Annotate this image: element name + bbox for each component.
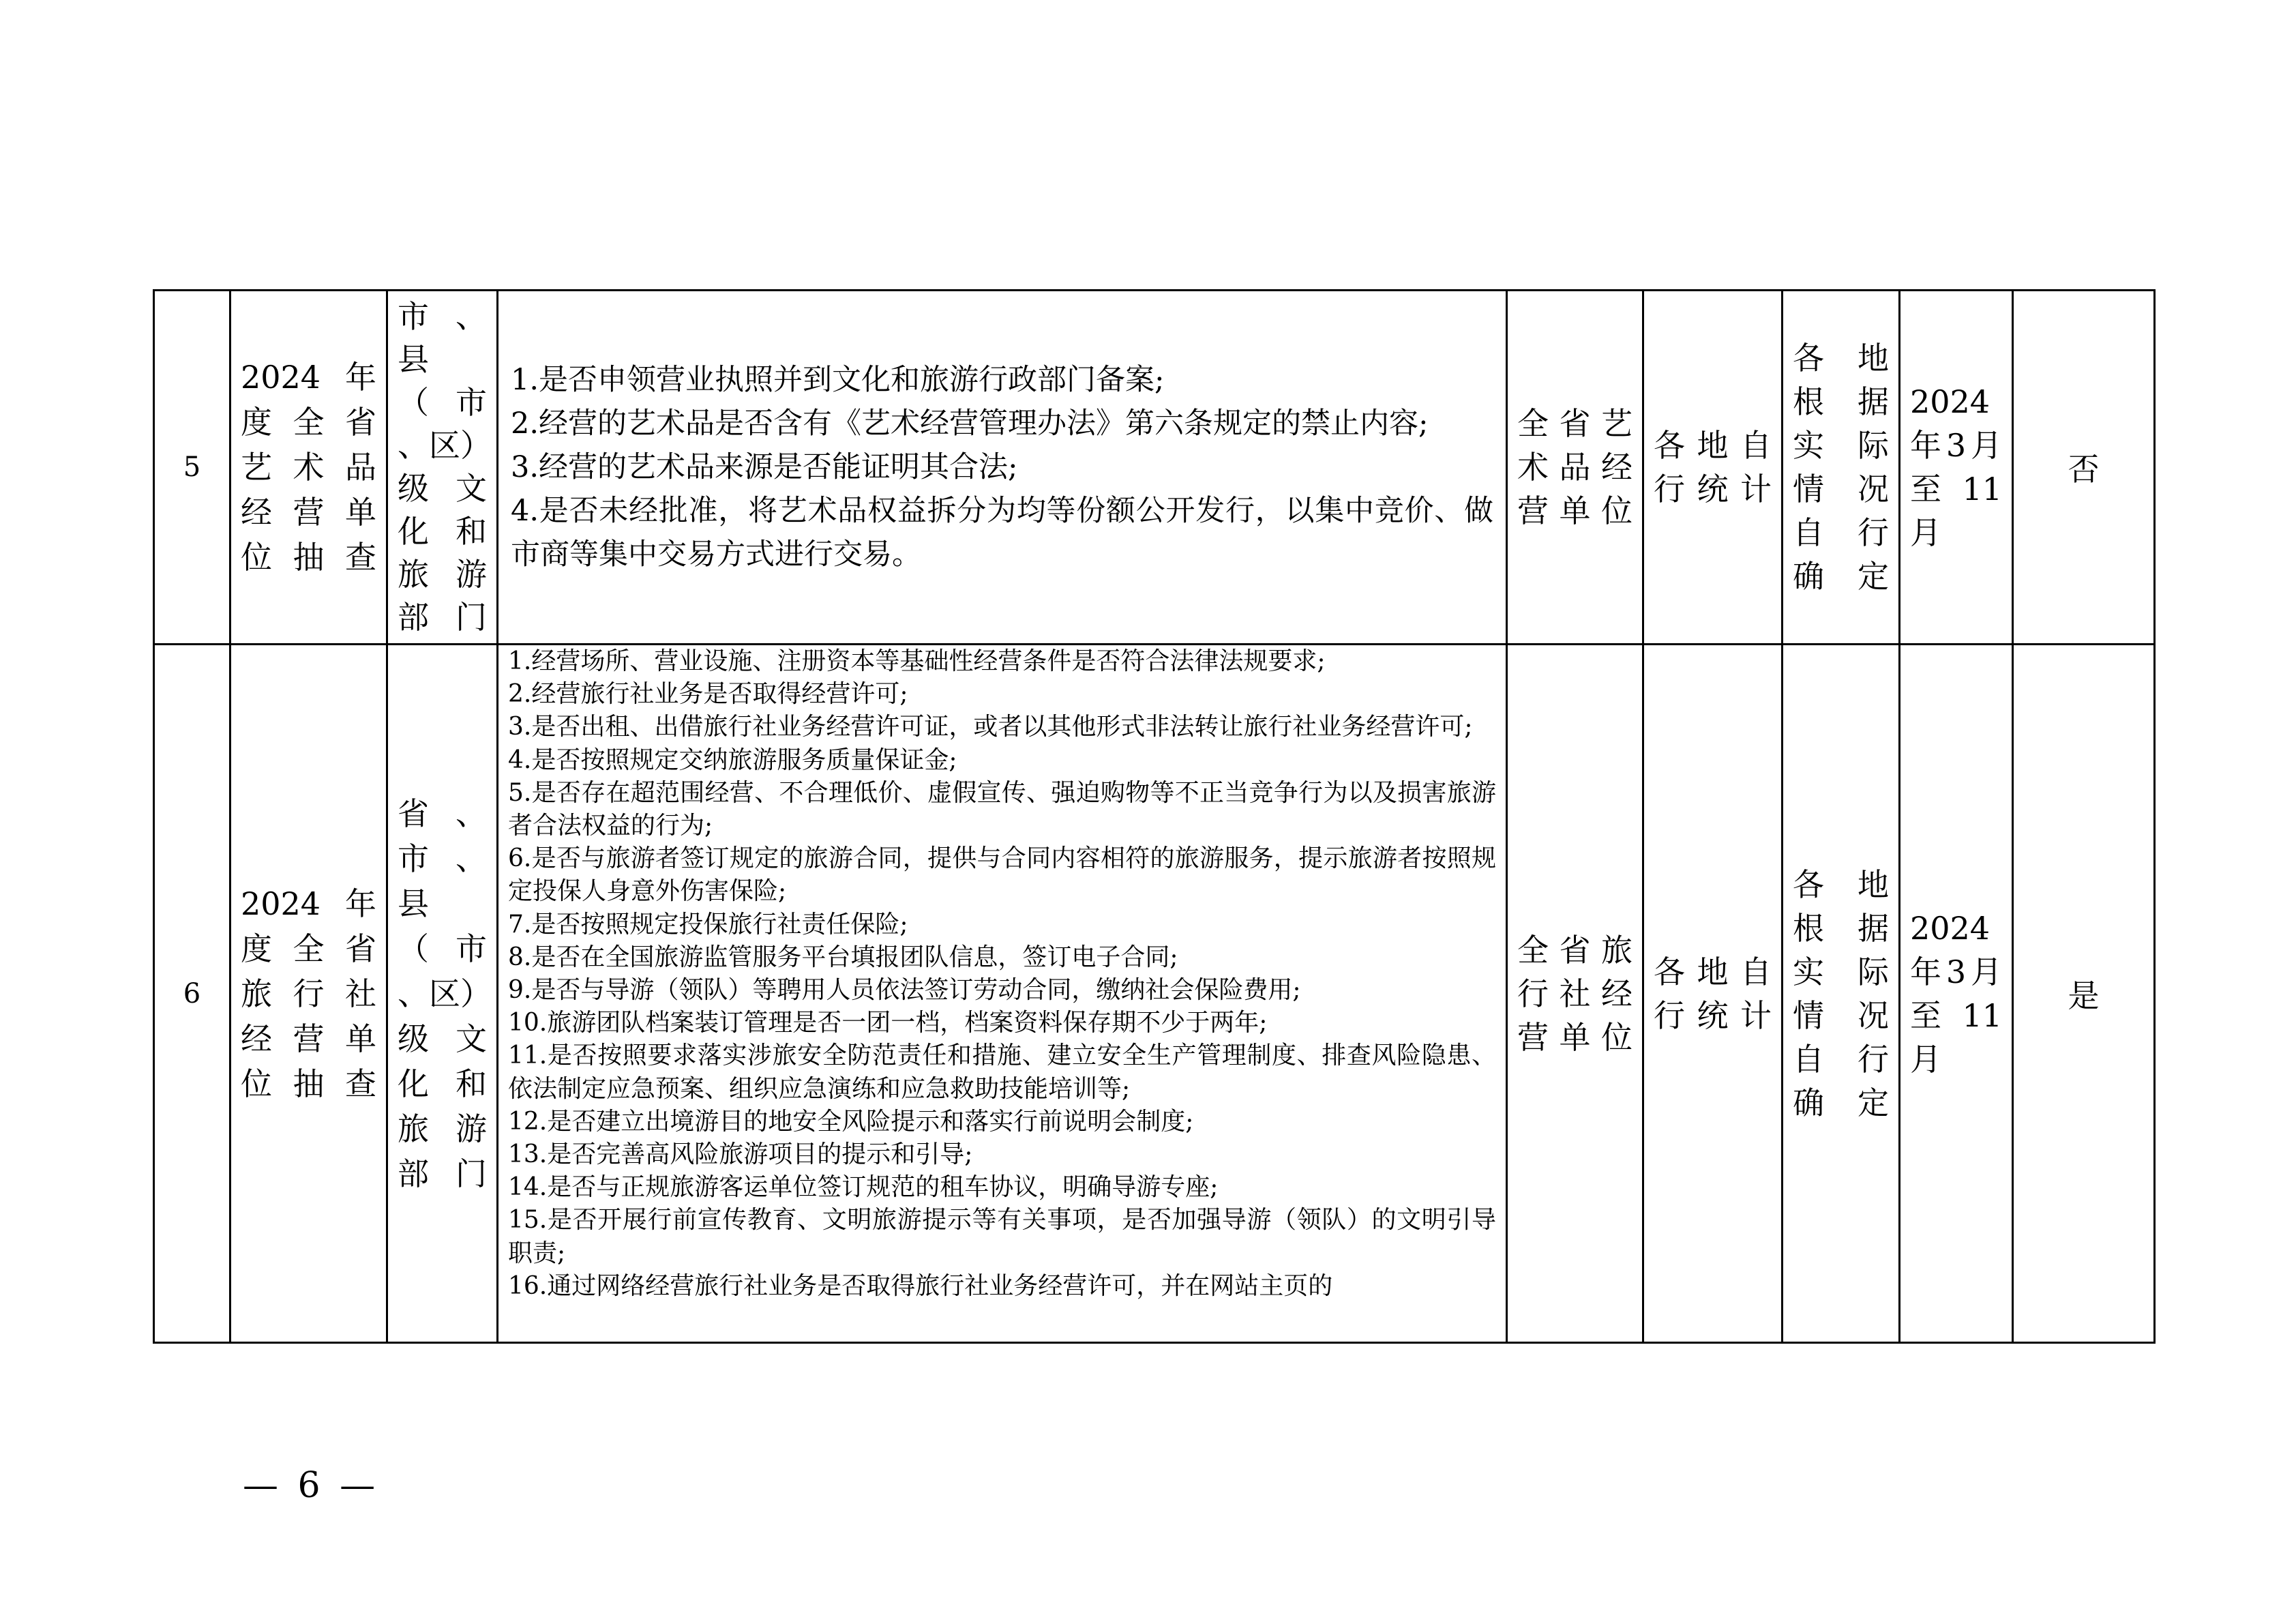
cell-line: 度全省 — [241, 930, 376, 967]
cell-line: 艺术品 — [241, 449, 376, 486]
cell-line: 市 、 — [398, 840, 487, 877]
cell-line: 实 际 — [1793, 427, 1889, 464]
check-items-cell — [498, 291, 1507, 645]
cell-line: 3.是否出租、出借旅行社业务经营许可证，或者以其他形式非法转让旅行社业务经营许可; — [508, 713, 1473, 741]
department-cell — [387, 645, 498, 1343]
cell-line: 度全省 — [241, 404, 376, 441]
cell-line: 11.是否按照要求落实涉旅安全防范责任和措施、建立安全生产管理制度、排查风险隐患、依法制定应急预案、组织应急演练和应急救助技能培训等; — [508, 1042, 1496, 1103]
cell-line: 全省艺 — [1517, 405, 1632, 442]
cell-line: 12.是否建立出境游目的地安全风险提示和落实行前说明会制度; — [508, 1107, 1194, 1136]
time-cell — [1900, 291, 2013, 645]
cell-line: 部门 — [398, 599, 487, 636]
cell-line: 经营单 — [241, 494, 376, 531]
cell-line: 级 文 — [398, 1020, 487, 1057]
table-row — [154, 291, 2155, 645]
page-number: — 6 — — [243, 1465, 380, 1506]
cell-line: 级 文 — [398, 470, 487, 507]
cell-line: 经营单 — [241, 1020, 376, 1057]
method-cell — [1783, 291, 1900, 645]
inspection-object-cell — [1507, 291, 1643, 645]
cell-line: 根 据 — [1793, 383, 1889, 420]
cell-line: 2.经营旅行社业务是否取得经营许可; — [508, 680, 908, 709]
time-cell — [1900, 645, 2013, 1343]
task-name-cell — [230, 291, 387, 645]
cell-line: 、区） — [398, 427, 492, 464]
cell-line: 化 和 — [398, 1065, 487, 1102]
cell-line: 月 — [1910, 1040, 1941, 1078]
cell-line: 月 — [1910, 514, 1941, 551]
inspection-object-cell — [1507, 645, 1643, 1343]
yes-no-cell: 是 — [2013, 645, 2155, 1343]
cell-line: 自 行 — [1793, 1040, 1889, 1078]
cell-line: 1.是否申领营业执照并到文化和旅游行政部门备案; — [511, 363, 1165, 397]
cell-line: 各地自 — [1654, 427, 1772, 464]
cell-line: 5.是否存在超范围经营、不合理低价、虚假宣传、强迫购物等不正当竞争行为以及损害旅游者合法权益的行为; — [508, 778, 1496, 840]
cell-line: 行统计 — [1654, 996, 1772, 1034]
cell-line: 旅行社 — [241, 975, 376, 1012]
cell-line: 化 和 — [398, 513, 487, 550]
cell-line: 至 11 — [1910, 996, 2002, 1034]
cell-line: 各 地 — [1793, 340, 1889, 377]
cell-line: 确定 — [1793, 1084, 1889, 1121]
method-cell — [1783, 645, 1900, 1343]
table-row — [154, 645, 2155, 1343]
cell-line: 部门 — [398, 1155, 487, 1192]
cell-line: 10.旅游团队档案装订管理是否一团一档，档案资料保存期不少于两年; — [508, 1009, 1268, 1037]
cell-line: 实 际 — [1793, 953, 1889, 990]
cell-line: （ 市 — [398, 384, 487, 421]
cell-line: 至 11 — [1910, 471, 2002, 507]
cell-line: 各 地 — [1793, 866, 1889, 903]
cell-line: 情 况 — [1793, 471, 1889, 507]
cell-line: 2.经营的艺术品是否含有《艺术经营管理办法》第六条规定的禁止内容; — [511, 407, 1429, 441]
cell-line: 全省旅 — [1517, 931, 1632, 969]
cell-line: 术品经 — [1517, 449, 1632, 486]
cell-line: 市 、 — [398, 298, 487, 335]
cell-line: 营单位 — [1517, 1018, 1632, 1056]
cell-line: 县 — [398, 341, 429, 378]
cell-line: 、区） — [398, 975, 492, 1012]
cell-line: 行社经 — [1517, 975, 1632, 1012]
cell-line: 13.是否完善高风险旅游项目的提示和引导; — [508, 1140, 973, 1169]
cell-line: 旅 游 — [398, 556, 487, 593]
yes-no-cell: 否 — [2013, 291, 2155, 645]
department-cell — [387, 291, 498, 645]
cell-line: 4.是否未经批准，将艺术品权益拆分为均等份额公开发行，以集中竞价、做市商等集中交易方式进行交易。 — [511, 494, 1493, 572]
cell-line: 位抽查 — [241, 539, 376, 576]
row-number: 5 — [154, 291, 230, 645]
row-number: 6 — [154, 645, 230, 1343]
cell-line: 2024 年 — [241, 359, 376, 396]
cell-line: 16.通过网络经营旅行社业务是否取得旅行社业务经营许可，并在网站主页的 — [508, 1271, 1333, 1300]
cell-line: 年3月 — [1910, 953, 2002, 990]
cell-line: 营单位 — [1517, 492, 1632, 529]
statistics-cell — [1643, 645, 1783, 1343]
check-items-cell — [498, 645, 1507, 1343]
cell-line: 2024 年 — [241, 885, 376, 922]
cell-line: 14.是否与正规旅游客运单位签订规范的租车协议，明确导游专座; — [508, 1173, 1219, 1202]
cell-line: 县 — [398, 885, 429, 922]
cell-line: 确定 — [1793, 558, 1889, 595]
cell-line: 自 行 — [1793, 514, 1889, 551]
cell-line: 各地自 — [1654, 953, 1772, 990]
cell-line: 3.经营的艺术品来源是否能证明其合法; — [511, 450, 1018, 484]
task-name-cell — [230, 645, 387, 1343]
cell-line: 省 、 — [398, 795, 487, 832]
cell-line: 4.是否按照规定交纳旅游服务质量保证金; — [508, 745, 957, 774]
cell-line: 情 况 — [1793, 996, 1889, 1034]
cell-line: 2024 — [1910, 383, 1991, 420]
cell-line: 行统计 — [1654, 471, 1772, 507]
inspection-table — [153, 289, 2156, 1344]
cell-line: 年3月 — [1910, 427, 2002, 464]
cell-line: 7.是否按照规定投保旅行社责任保险; — [508, 910, 908, 939]
cell-line: 15.是否开展行前宣传教育、文明旅游提示等有关事项，是否加强导游（领队）的文明引导职责; — [508, 1206, 1496, 1267]
cell-line: 9.是否与导游（领队）等聘用人员依法签订劳动合同，缴纳社会保险费用; — [508, 976, 1301, 1005]
cell-line: 位抽查 — [241, 1065, 376, 1102]
cell-line: 根 据 — [1793, 909, 1889, 947]
cell-line: 2024 — [1910, 909, 1991, 947]
statistics-cell — [1643, 291, 1783, 645]
cell-line: （ 市 — [398, 930, 487, 967]
cell-line: 8.是否在全国旅游监管服务平台填报团队信息，签订电子合同; — [508, 943, 1178, 971]
cell-line: 1.经营场所、营业设施、注册资本等基础性经营条件是否符合法律法规要求; — [508, 647, 1326, 675]
cell-line: 旅 游 — [398, 1110, 487, 1147]
cell-line: 6.是否与旅游者签订规定的旅游合同，提供与合同内容相符的旅游服务，提示旅游者按照规定投保人身意外伤害保险; — [508, 844, 1496, 906]
